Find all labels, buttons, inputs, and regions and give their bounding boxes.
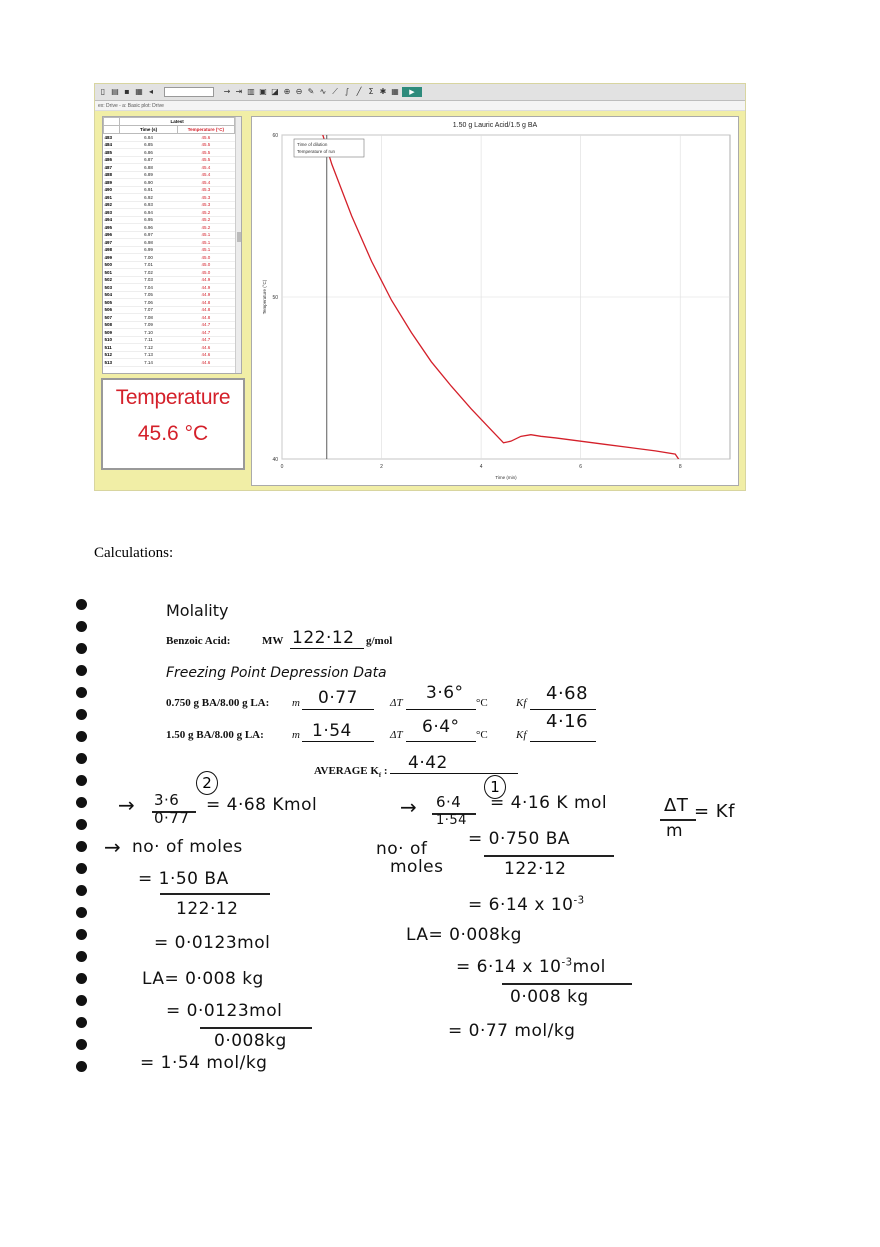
row-index: 508	[104, 321, 120, 329]
binder-hole	[76, 995, 87, 1006]
row-index: 498	[104, 246, 120, 254]
time-cell: 6.98	[120, 239, 177, 247]
row2-label: 1.50 g BA/8.00 g LA:	[166, 729, 264, 741]
formula-eq: = Kf	[694, 801, 735, 822]
row-index: 512	[104, 351, 120, 359]
table-row[interactable]	[104, 186, 235, 194]
binder-hole	[76, 643, 87, 654]
right-moles-label-1: no· of	[376, 839, 428, 859]
time-cell: 6.92	[120, 194, 177, 202]
binder-hole	[76, 621, 87, 632]
right-den: 122·12	[504, 859, 567, 879]
binder-hole	[76, 687, 87, 698]
arrow-icon: →	[118, 793, 135, 817]
time-cell: 6.90	[120, 179, 177, 187]
back-icon[interactable]: ◂	[148, 87, 153, 96]
table-row[interactable]	[104, 149, 235, 157]
binder-hole	[76, 929, 87, 940]
row-index: 506	[104, 306, 120, 314]
temperature-cell: 45.4	[177, 179, 234, 187]
temperature-meter	[101, 378, 245, 470]
tangent-icon[interactable]: ⟋	[332, 87, 338, 96]
zoom-out-icon[interactable]: ⊖	[295, 87, 303, 96]
y-axis-label: Temperature (°C)	[262, 279, 267, 315]
temperature-cell: 45.4	[177, 164, 234, 172]
row-index: 483	[104, 134, 120, 142]
temperature-cell: 45.2	[177, 216, 234, 224]
data-table	[103, 117, 235, 367]
time-cell: 6.87	[120, 156, 177, 164]
arrow-right-icon[interactable]: →	[223, 87, 231, 96]
toolbar	[95, 84, 745, 101]
right-num: = 0·750 BA	[468, 829, 571, 849]
circle-number-1: 1	[484, 775, 506, 799]
temperature-cell: 45.0	[177, 269, 234, 277]
save-icon[interactable]: ▪	[124, 87, 130, 96]
row2-dt-value: 6·4°	[422, 717, 460, 737]
row-index: 503	[104, 284, 120, 292]
experiment-select[interactable]	[164, 87, 214, 97]
pencil-icon[interactable]: ✎	[307, 87, 315, 96]
temperature-cell: 45.6	[177, 134, 234, 142]
integral-icon[interactable]: ∫	[344, 87, 350, 96]
time-cell: 7.01	[120, 261, 177, 269]
time-cell: 6.99	[120, 246, 177, 254]
frac2-result: = 4·16 K mol	[490, 793, 608, 813]
row-index: 496	[104, 231, 120, 239]
notebook-scan	[70, 595, 790, 1095]
temperature-cell: 44.6	[177, 344, 234, 352]
time-cell: 6.91	[120, 186, 177, 194]
binder-hole	[76, 797, 87, 808]
row2-dt-label: ΔT	[390, 729, 403, 741]
table-group-header: Latest	[120, 118, 235, 126]
frac1-result: = 4·68 Kmol	[206, 795, 318, 815]
table-row[interactable]	[104, 246, 235, 254]
row1-dt-label: ΔT	[390, 697, 403, 709]
x-tick-label: 4	[479, 464, 483, 470]
temperature-cell: 45.0	[177, 254, 234, 262]
print-icon[interactable]: ▦	[135, 87, 143, 96]
row-index: 495	[104, 224, 120, 232]
table-row[interactable]	[104, 359, 235, 367]
row2-dt-unit: °C	[476, 729, 488, 741]
temperature-cell: 45.1	[177, 246, 234, 254]
table-row[interactable]	[104, 321, 235, 329]
table-row[interactable]	[104, 156, 235, 164]
scroll-thumb[interactable]	[237, 232, 241, 242]
row-index: 493	[104, 209, 120, 217]
frac1-den: 0·77	[154, 809, 190, 827]
time-cell: 7.00	[120, 254, 177, 262]
binder-hole	[76, 599, 87, 610]
row-index: 494	[104, 216, 120, 224]
left-final: = 1·54 mol/kg	[140, 1053, 268, 1073]
table-row[interactable]	[104, 179, 235, 187]
row1-m-value: 0·77	[318, 688, 358, 708]
temperature-cell: 44.8	[177, 299, 234, 307]
temperature-cell: 45.2	[177, 224, 234, 232]
fpd-heading: Freezing Point Depression Data	[166, 665, 387, 681]
temperature-cell: 45.2	[177, 209, 234, 217]
chart-icon[interactable]: ◪	[271, 87, 279, 96]
left-num2: = 0·0123mol	[166, 1001, 283, 1021]
right-res1: = 6·14 x $10^{-3}$	[468, 895, 585, 915]
row1-dt-unit: °C	[476, 697, 488, 709]
table-row[interactable]	[104, 329, 235, 337]
temperature-graph[interactable]	[252, 117, 740, 487]
row1-m-label: m	[292, 697, 300, 709]
time-cell: 7.02	[120, 269, 177, 277]
row1-kf-value: 4·68	[546, 683, 589, 704]
row-index: 499	[104, 254, 120, 262]
row2-m-label: m	[292, 729, 300, 741]
time-cell: 6.95	[120, 216, 177, 224]
binder-hole	[76, 1061, 87, 1072]
software-screenshot	[94, 83, 746, 491]
temperature-cell: 44.8	[177, 314, 234, 322]
time-cell: 6.88	[120, 164, 177, 172]
temperature-cell: 45.0	[177, 261, 234, 269]
time-cell: 6.96	[120, 224, 177, 232]
temperature-cell: 44.9	[177, 276, 234, 284]
row1-kf-label: Kf	[516, 697, 527, 709]
row-index: 507	[104, 314, 120, 322]
time-col-header: Time (s)	[120, 126, 177, 134]
right-den2: 0·008 kg	[510, 987, 589, 1007]
arrow-icon: →	[400, 795, 417, 819]
temperature-cell: 44.6	[177, 351, 234, 359]
binder-hole	[76, 1039, 87, 1050]
temperature-cell: 45.3	[177, 194, 234, 202]
open-folder-icon[interactable]: ▤	[111, 87, 119, 96]
binder-hole	[76, 731, 87, 742]
temperature-col-header: Temperature (°C)	[177, 126, 234, 134]
temperature-cell: 45.4	[177, 171, 234, 179]
frac2-den: 1·54	[436, 813, 467, 828]
table-scrollbar[interactable]	[235, 117, 241, 373]
table-row[interactable]	[104, 134, 235, 142]
table-row[interactable]	[104, 269, 235, 277]
row-index: 487	[104, 164, 120, 172]
x-tick-label: 8	[678, 464, 682, 470]
table-row[interactable]	[104, 314, 235, 322]
table-row[interactable]	[104, 209, 235, 217]
table-row[interactable]	[104, 261, 235, 269]
row-index: 488	[104, 171, 120, 179]
benzoic-acid-label: Benzoic Acid:	[166, 635, 231, 647]
row1-label: 0.750 g BA/8.00 g LA:	[166, 697, 270, 709]
time-cell: 7.13	[120, 351, 177, 359]
binder-hole	[76, 885, 87, 896]
x-tick-label: 0	[280, 464, 284, 470]
binder-hole	[76, 665, 87, 676]
grid-icon[interactable]: ▦	[391, 87, 399, 96]
y-tick-label: 60	[272, 133, 278, 139]
table-row[interactable]	[104, 284, 235, 292]
binder-hole	[76, 907, 87, 918]
row-index: 511	[104, 344, 120, 352]
temperature-cell: 45.3	[177, 201, 234, 209]
row-index: 509	[104, 329, 120, 337]
index-col-header	[104, 126, 120, 134]
table-row[interactable]	[104, 344, 235, 352]
table-row[interactable]	[104, 224, 235, 232]
table-row[interactable]	[104, 239, 235, 247]
binder-hole	[76, 753, 87, 764]
left-num: = 1·50 BA	[138, 869, 229, 889]
temperature-cell: 44.6	[177, 359, 234, 367]
line-fit-icon[interactable]: ╱	[356, 87, 362, 96]
mw-unit: g/mol	[366, 635, 393, 647]
time-cell: 7.11	[120, 336, 177, 344]
time-cell: 7.05	[120, 291, 177, 299]
time-cell: 7.14	[120, 359, 177, 367]
table-row[interactable]	[104, 164, 235, 172]
new-file-icon[interactable]: ▯	[100, 87, 106, 96]
row-index: 505	[104, 299, 120, 307]
time-cell: 6.89	[120, 171, 177, 179]
right-la: LA= 0·008kg	[406, 925, 522, 945]
time-cell: 7.07	[120, 306, 177, 314]
x-axis-label: Time (min)	[495, 475, 517, 480]
binder-hole	[76, 819, 87, 830]
frac2-num: 6·4	[436, 793, 462, 811]
table-row[interactable]	[104, 141, 235, 149]
row-index: 513	[104, 359, 120, 367]
step-icon[interactable]: ⇥	[235, 87, 243, 96]
table-row[interactable]	[104, 306, 235, 314]
table-row[interactable]	[104, 231, 235, 239]
data-table-panel	[102, 116, 242, 374]
row1-dt-value: 3·6°	[426, 683, 464, 703]
y-tick-label: 50	[272, 295, 278, 301]
legend-entry-1: Time of dilution	[297, 142, 328, 147]
circle-number-2: 2	[196, 771, 218, 795]
time-cell: 6.93	[120, 201, 177, 209]
binder-hole	[76, 841, 87, 852]
time-cell: 6.84	[120, 134, 177, 142]
y-tick-label: 40	[272, 457, 278, 463]
temperature-cell: 44.7	[177, 336, 234, 344]
stats-icon[interactable]: Σ	[368, 87, 374, 96]
row-index: 486	[104, 156, 120, 164]
average-kf-label: AVERAGE $K_f$ :	[314, 765, 388, 780]
molality-heading: Molality	[166, 601, 229, 620]
time-cell: 6.94	[120, 209, 177, 217]
table-row[interactable]	[104, 291, 235, 299]
temperature-cell: 45.5	[177, 156, 234, 164]
legend-entry-2: Temperature of run	[297, 149, 336, 154]
binder-hole	[76, 951, 87, 962]
left-la: LA= 0·008 kg	[142, 969, 264, 989]
row2-kf-value: 4·16	[546, 711, 589, 732]
temperature-cell: 45.5	[177, 141, 234, 149]
row2-m-value: 1·54	[312, 721, 352, 741]
collect-button-icon[interactable]: ▶	[402, 87, 422, 97]
curve-fit-icon[interactable]: ∿	[319, 87, 327, 96]
time-cell: 7.08	[120, 314, 177, 322]
temperature-cell: 45.1	[177, 239, 234, 247]
temperature-cell: 44.9	[177, 291, 234, 299]
temperature-cell: 45.5	[177, 149, 234, 157]
meter-value: 45.6 °C	[137, 422, 209, 445]
temperature-cell: 44.9	[177, 284, 234, 292]
row-index: 491	[104, 194, 120, 202]
left-moles-label: no· of moles	[132, 837, 243, 857]
table-row[interactable]	[104, 201, 235, 209]
zoom-in-icon[interactable]: ⊕	[283, 87, 291, 96]
table-row[interactable]	[104, 351, 235, 359]
frac1-num: 3·6	[154, 791, 180, 809]
temperature-cell: 44.7	[177, 329, 234, 337]
time-cell: 7.03	[120, 276, 177, 284]
binder-hole	[76, 709, 87, 720]
row-index: 510	[104, 336, 120, 344]
table-row[interactable]	[104, 299, 235, 307]
row-index: 485	[104, 149, 120, 157]
table-row[interactable]	[104, 194, 235, 202]
mw-value: 122·12	[292, 628, 355, 648]
binder-hole	[76, 1017, 87, 1028]
time-cell: 7.06	[120, 299, 177, 307]
row2-kf-label: Kf	[516, 729, 527, 741]
calculations-heading: Calculations:	[94, 545, 174, 561]
binder-hole	[76, 775, 87, 786]
row-index: 484	[104, 141, 120, 149]
temperature-cell: 45.3	[177, 186, 234, 194]
table-icon[interactable]: ▥	[247, 87, 255, 96]
time-cell: 6.86	[120, 149, 177, 157]
time-cell: 7.09	[120, 321, 177, 329]
x-tick-label: 6	[579, 464, 583, 470]
left-mol: = 0·0123mol	[154, 933, 271, 953]
binder-hole	[76, 863, 87, 874]
graph-title: 1.50 g Lauric Acid/1.5 g BA	[452, 122, 538, 129]
x-tick-label: 2	[380, 464, 383, 470]
right-final: = 0·77 mol/kg	[448, 1021, 576, 1041]
status-bar: ex: Drive - a: Basic plot: Drive	[95, 101, 745, 111]
formula-den: m	[666, 821, 684, 841]
row-index: 489	[104, 179, 120, 187]
table-row[interactable]	[104, 254, 235, 262]
row-index: 502	[104, 276, 120, 284]
row-index: 492	[104, 201, 120, 209]
row-index: 497	[104, 239, 120, 247]
calculator-icon[interactable]: ▣	[259, 87, 267, 96]
right-moles-label-2: moles	[390, 857, 444, 877]
formula-num: ΔT	[664, 795, 689, 816]
arrow-icon: →	[104, 835, 121, 859]
mw-label: MW	[262, 635, 284, 647]
table-row[interactable]	[104, 336, 235, 344]
binder-hole	[76, 973, 87, 984]
table-row[interactable]	[104, 276, 235, 284]
time-cell: 7.04	[120, 284, 177, 292]
average-kf-value: 4·42	[408, 753, 448, 773]
row-index: 500	[104, 261, 120, 269]
time-cell: 7.12	[120, 344, 177, 352]
time-cell: 6.85	[120, 141, 177, 149]
temperature-cell: 44.8	[177, 306, 234, 314]
graph-panel[interactable]	[251, 116, 739, 486]
row-index: 504	[104, 291, 120, 299]
examine-icon[interactable]: ✱	[379, 87, 387, 96]
row-index: 501	[104, 269, 120, 277]
table-row[interactable]	[104, 216, 235, 224]
table-row[interactable]	[104, 171, 235, 179]
left-den: 122·12	[176, 899, 239, 919]
time-cell: 6.97	[120, 231, 177, 239]
time-cell: 7.10	[120, 329, 177, 337]
left-den2: 0·008kg	[214, 1031, 287, 1051]
temperature-cell: 45.1	[177, 231, 234, 239]
temperature-cell: 44.7	[177, 321, 234, 329]
row-index: 490	[104, 186, 120, 194]
meter-label: Temperature	[115, 386, 231, 409]
right-num2: = 6·14 x $10^{-3}mol$	[456, 957, 606, 977]
